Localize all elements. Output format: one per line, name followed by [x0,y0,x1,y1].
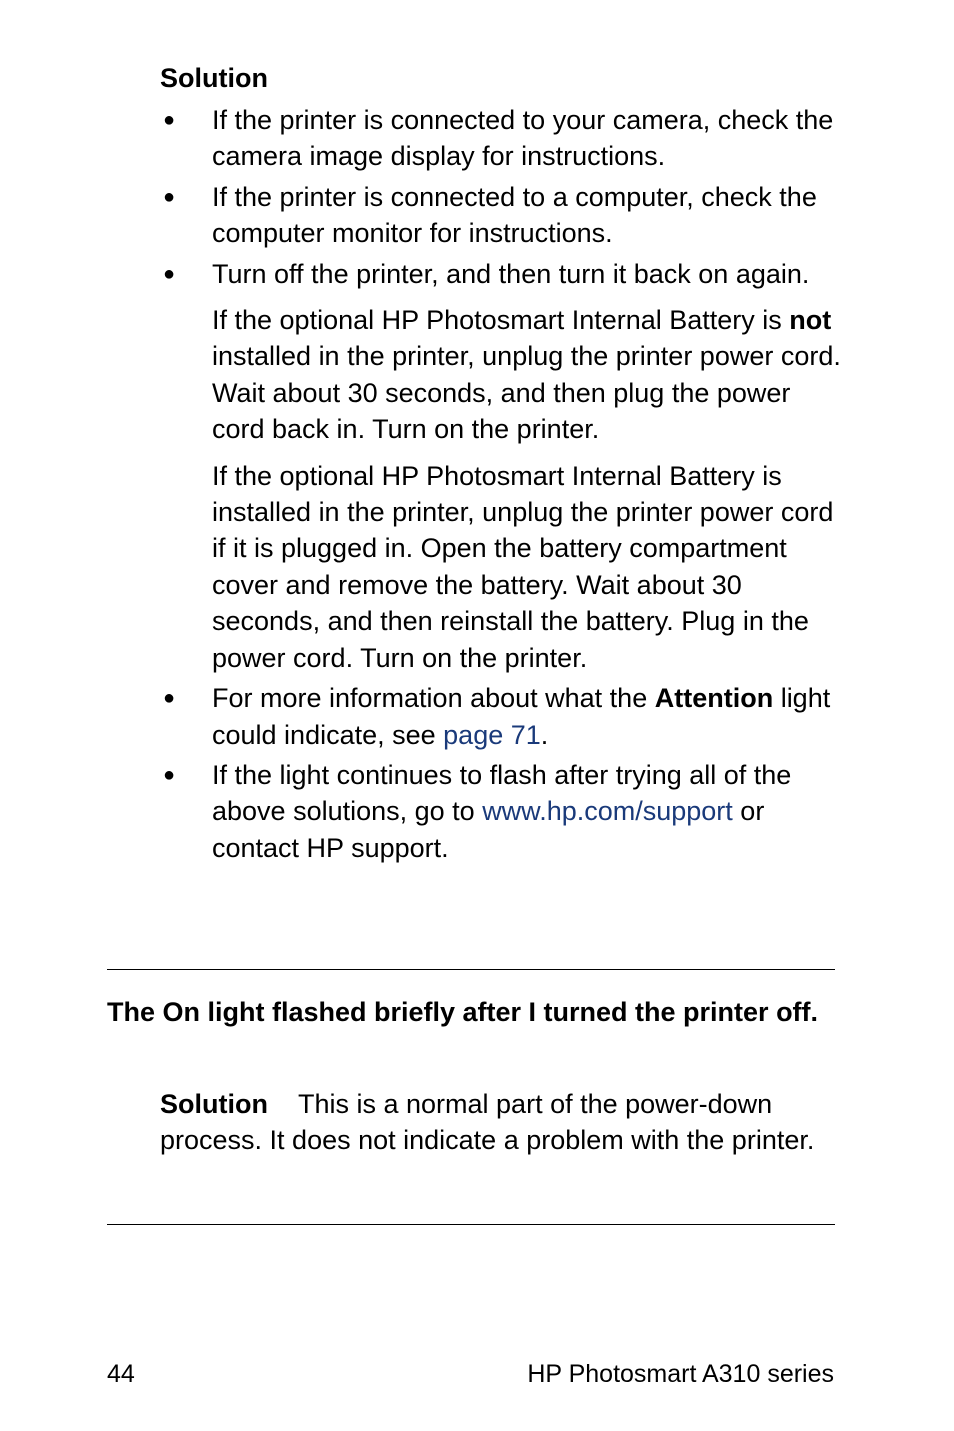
bullet-icon: ● [163,763,176,786]
bullet-icon: ● [163,687,176,710]
bullet-text [212,680,850,753]
bullet-icon: ● [163,109,176,131]
section-heading: The On light flashed briefly after I turned the printer off. [107,997,819,1027]
battery-not-installed-paragraph [212,302,850,448]
bullet-icon: ● [163,262,176,285]
section-solution [160,1086,850,1159]
emphasis-not: not [789,305,832,336]
paragraph-text: If the optional HP Photosmart Internal Battery is [212,305,790,336]
text-segment: light could indicate, see [212,683,831,750]
list-item [160,757,850,866]
paragraph-text: installed in the printer, unplug the printer power cord. Wait about 30 seconds, and then plug the power cord back in. Turn on the printer. [212,341,841,445]
section-divider [107,969,835,970]
solution-heading: Solution [160,63,268,93]
bullet-icon: ● [163,185,176,208]
hp-support-link[interactable]: www.hp.com/support [482,796,733,827]
page-71-link[interactable]: page 71 [443,719,541,750]
solution-label: Solution [160,1089,268,1119]
emphasis-attention: Attention [654,683,774,714]
bullet-text: Turn off the printer, and then turn it back on again. [212,258,810,289]
text-segment: . [540,719,549,750]
text-segment: or contact HP support. [212,796,765,863]
text-segment: If the light continues to flash after trying all of the above solutions, go to [212,759,792,827]
list-item [160,680,850,753]
text-segment: For more information about what the [212,683,655,714]
section-divider [107,1224,835,1225]
solution-text: This is a normal part of the power-down process. It does not indicate a problem with the printer. [160,1089,815,1156]
page-number: 44 [107,1360,135,1388]
bullet-text: If the printer is connected to a computer, check the computer monitor for instructions. [212,181,817,249]
list-item [160,102,850,175]
bullet-text: If the printer is connected to your camera, check the camera image display for instructions. [212,105,834,172]
list-item [160,179,850,252]
list-item [160,256,850,676]
solution-bullet-list [160,102,850,870]
battery-installed-paragraph: If the optional HP Photosmart Internal Battery is installed in the printer, unplug the printer power cord if it is plugged in. Open the battery compartment cover and remove the battery. Wait about 30 seconds, and then reinstall the battery. Plug in the power cord. Turn on the printer. [212,460,834,673]
bullet-text [212,757,850,866]
footer-product-name: HP Photosmart A310 series [527,1360,834,1388]
